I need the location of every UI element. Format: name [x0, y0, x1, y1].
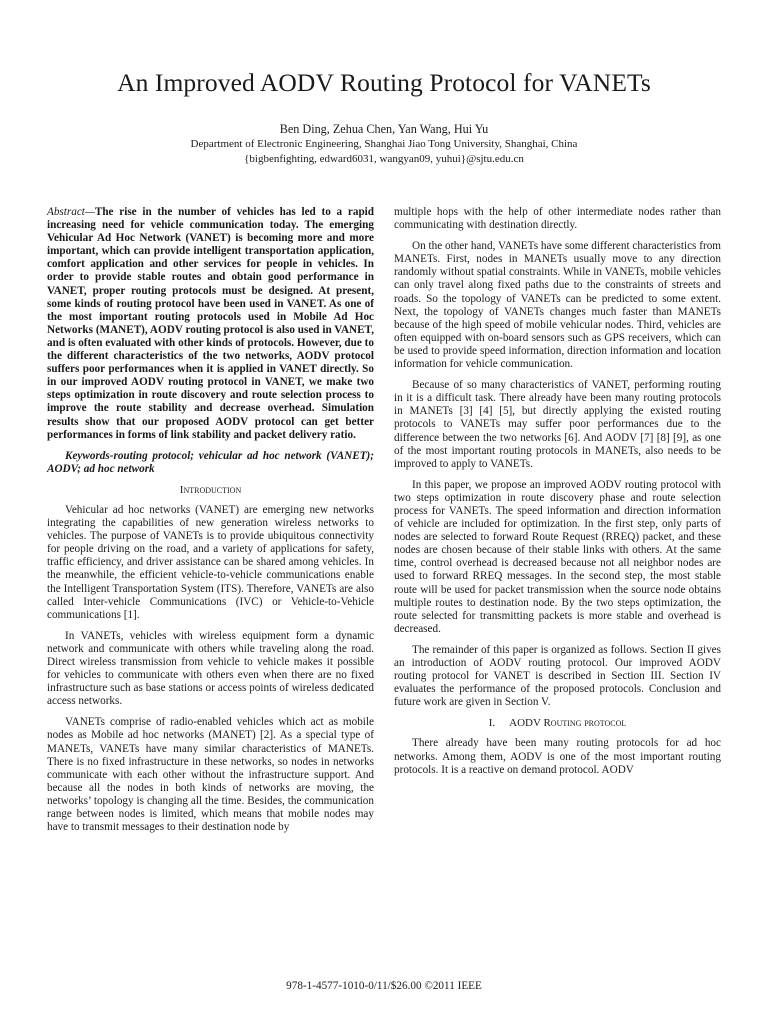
paragraph: In VANETs, vehicles with wireless equipment form a dynamic network and communicate with others while traveling along the road. Direct wireless transmission from vehicle to vehicle makes it possible for vehicles to communicate with others even when there are no fixed infrastructure such as base stations or access points of wireless dedicated access networks. [47, 629, 374, 708]
abstract-text: The rise in the number of vehicles has led to a rapid increasing need for vehicle communication today. The emerging Vehicular Ad Hoc Network (VANET) is becoming more and more important, which can provide intelligent transportation application, comfort application and other services for people in vehicles. In order to provide stable routes and obtain good performance in VANET, proper routing protocols must be designed. At present, some kinds of routing protocol have been used in VANET. As one of the most important routing protocols used in Mobile Ad Hoc Networks (MANET), AODV routing protocol is also used in VANET, and is often evaluated with other kinds of protocols. However, due to the different characteristics of the two networks, AODV protocol suffers poor performances when it is applied in VANET directly. So in our improved AODV routing protocol in VANET, we make two steps optimization in route discovery and route selection process to improve the route stability and decrease overhead. Simulation results show that our proposed AODV protocol can get better performances in forms of link stability and packet delivery ratio. [47, 206, 374, 441]
paragraph: There already have been many routing protocols for ad hoc networks. Among them, AODV is one of the most important routing protocols. It is a reactive on demand protocol. AODV [394, 737, 721, 776]
author-emails: {bigbenfighting, edward6031, wangyan09, yuhui}@sjtu.edu.cn [244, 153, 524, 165]
affiliation-department: Department of Electronic Engineering, Shanghai Jiao Tong University, Shanghai, China [190, 138, 578, 150]
abstract [47, 206, 374, 442]
abstract-lead: Abstract— [47, 206, 95, 218]
section-number: I. [488, 717, 496, 730]
keywords: Keywords-routing protocol; vehicular ad hoc network (VANET); AODV; ad hoc network [47, 449, 374, 475]
paragraph: In this paper, we propose an improved AODV routing protocol with two steps optimization in route discovery phase and route selection process for VANETs. The speed information and direction information of vehicle are included for optimization. In the first step, only parts of nodes are selected to forward Route Request (RREQ) packet, and these nodes are chosen because of their stable links with others. At the same time, control overhead is decreased because not all neighbor nodes are used to forward RREQ messages. In the second step, the most stable route will be used for packet transmission when the source node obtains multiple routes to destination node. By the two steps optimization, the route selected for transmitting packets is more stable and overhead is decreased. [394, 478, 721, 635]
paragraph: The remainder of this paper is organized as follows. Section II gives an introduction of AODV routing protocol. Our improved AODV routing protocol for VANET is described in Section III. Section IV evaluates the performance of the proposed protocols. Conclusion and future work are given in Section V. [394, 643, 721, 709]
section-heading-aodv [394, 717, 721, 730]
affiliation [0, 137, 768, 167]
paragraph: VANETs comprise of radio-enabled vehicles which act as mobile nodes as Mobile ad hoc networks (MANET) [2]. As a special type of MANETs, VANETs have many similar characteristics of MANETs. There is no fixed infrastructure in these networks, so nodes in networks communicate with each other without the infrastructure support. And because all the nodes in both kinds of networks are moving, the networks’ topology is changing all the time. Besides, the communication range between nodes is limited, which means that mobile nodes may have to transmit messages to their destination node by [47, 716, 374, 834]
left-column [47, 206, 374, 842]
paragraph: On the other hand, VANETs have some different characteristics from MANETs. First, nodes in MANETs usually move to any direction randomly without spatial constraints. While in VANETs, mobile vehicles can only travel along fixed paths due to the constraints of streets and roads. So the topology of VANETs can be predicted to some extent. Next, the topology of VANETs changes much faster than MANETs because of the high speed of mobile vehicular nodes. Third, vehicles are often equipped with on-board sensors such as GPS receivers, which can be used to provide speed information, direction information and location information for vehicle communication. [394, 240, 721, 371]
right-column [394, 206, 721, 785]
author-list: Ben Ding, Zehua Chen, Yan Wang, Hui Yu [279, 122, 489, 136]
paragraph-continued: multiple hops with the help of other intermediate nodes rather than communicating with destination directly. [394, 206, 721, 232]
copyright-footer: 978-1-4577-1010-0/11/$26.00 ©2011 IEEE [286, 980, 482, 992]
section-title: AODV Routing protocol [509, 717, 627, 730]
paper-title: An Improved AODV Routing Protocol for VANETs [117, 68, 651, 97]
paragraph: Vehicular ad hoc networks (VANET) are emerging new networks integrating the capabilities of new generation wireless networks to vehicles. The purpose of VANETs is to provide ubiquitous connectivity for people driving on the road, and a variety of applications for safety, traffic efficiency, and driver assistance can be shared among vehicles. In the meanwhile, the efficient vehicle-to-vehicle communications enable the Intelligent Transportation System (ITS). Therefore, VANETs are also called Inter-vehicle Communications (IVC) or Vehicle-to-Vehicle communications [1]. [47, 503, 374, 621]
paragraph: Because of so many characteristics of VANET, performing routing in it is a difficult task. There already have been many routing protocols in MANETs [3] [4] [5], but directly applying the existed routing protocols to VANETs may suffer poor performances due to the difference between the two networks [6]. And AODV [7] [8] [9], as one of the most important routing protocols in MANETs, also needs to be improved to apply to VANETs. [394, 379, 721, 470]
section-heading-introduction: Introduction [179, 483, 242, 496]
